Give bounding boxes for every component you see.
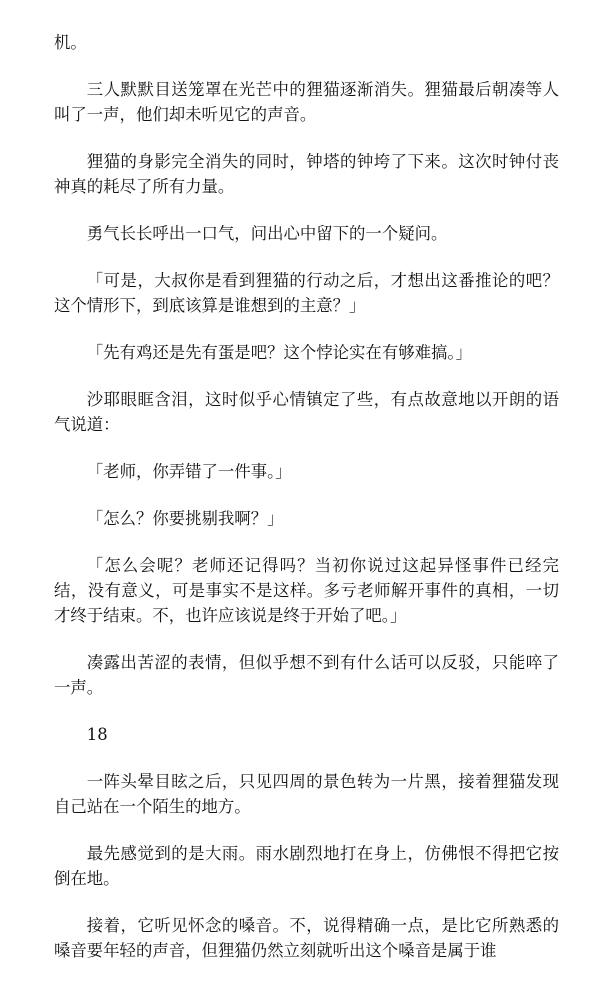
paragraph-continuation: 机。 (54, 33, 87, 52)
paragraph: 凑露出苦涩的表情，但似乎想不到有什么话可以反驳，只能啐了一声。 (54, 653, 559, 697)
paragraph: 勇气长长呼出一口气，问出心中留下的一个疑问。 (86, 224, 448, 243)
dialogue-paragraph: 「怎么？你要挑剔我啊？」 (86, 509, 284, 528)
dialogue-paragraph: 「怎么会呢？老师还记得吗？当初你说过这起异怪事件已经完结，没有意义，可是事实不是这样。多亏老师解开事件的真相，一切才终于结束。不，也许应该说是终于开始了吧。」 (54, 556, 559, 625)
paragraph: 一阵头晕目眩之后，只见四周的景色转为一片黑，接着狸猫发现自己站在一个陌生的地方。 (54, 772, 559, 816)
dialogue-paragraph: 「先有鸡还是先有蛋是吧？这个悖论实在有够难搞。」 (86, 343, 472, 362)
dialogue-paragraph: 「老师，你弄错了一件事。」 (86, 462, 292, 481)
paragraph: 最先感觉到的是大雨。雨水剧烈地打在身上，仿佛恨不得把它按倒在地。 (54, 844, 559, 888)
section-number: 18 (86, 725, 108, 744)
paragraph: 三人默默目送笼罩在光芒中的狸猫逐渐消失。狸猫最后朝凑等人叫了一声，他们却未听见它的声音。 (54, 80, 559, 124)
paragraph: 沙耶眼眶含泪，这时似乎心情镇定了些，有点故意地以开朗的语气说道： (54, 390, 559, 434)
dialogue-paragraph: 「可是，大叔你是看到狸猫的行动之后，才想出这番推论的吧？这个情形下，到底该算是谁想到的主意？」 (54, 271, 559, 315)
page-body (54, 30, 559, 985)
paragraph: 接着，它听见怀念的嗓音。不，说得精确一点，是比它所熟悉的嗓音要年轻的声音，但狸猫仍然立刻就听出这个嗓音是属于谁 (54, 916, 559, 960)
paragraph: 狸猫的身影完全消失的同时，钟塔的钟垮了下来。这次时钟付丧神真的耗尽了所有力量。 (54, 152, 559, 196)
